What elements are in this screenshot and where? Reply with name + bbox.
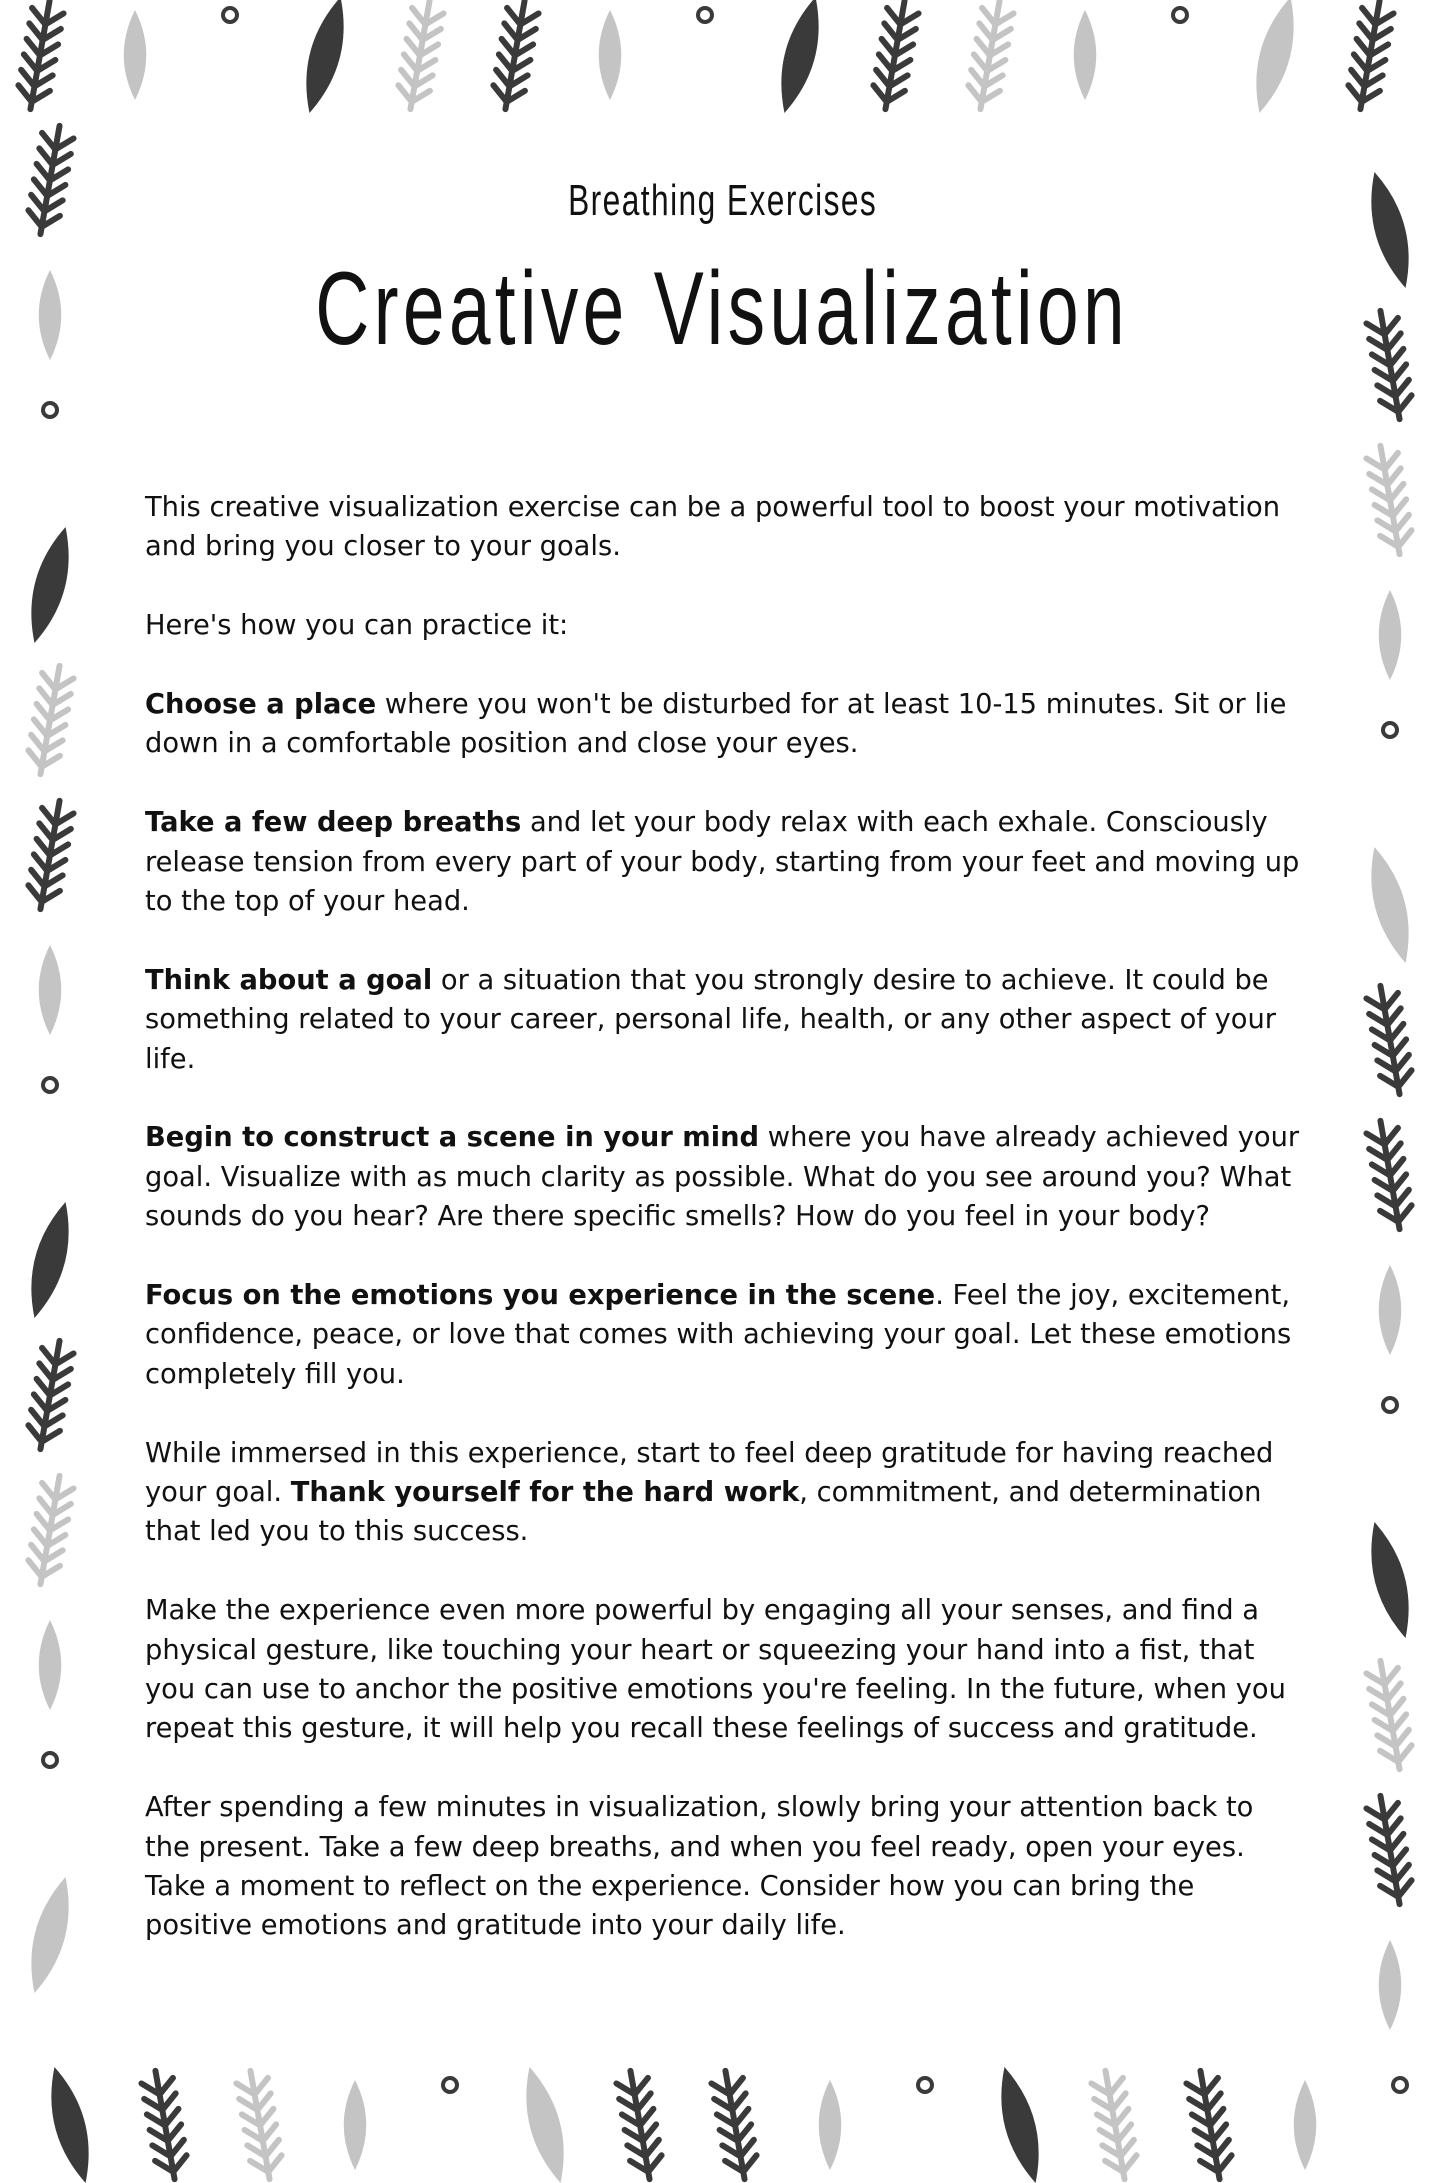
- subtitle-text: Breathing Exercises: [567, 176, 878, 225]
- text: While immersed in this experience, start to feel deep gratitude for having reached your goal.: [145, 1437, 1274, 1509]
- leaf-icon: [1294, 2080, 1317, 2170]
- dot-icon: [698, 8, 712, 22]
- leaf-icon: [20, 1198, 80, 1322]
- leaf-icon: [990, 2063, 1050, 2183]
- page-title: [0, 250, 1445, 369]
- fern-icon: [1365, 443, 1416, 557]
- bold-text: Choose a place: [145, 689, 377, 720]
- leaf-icon: [344, 2080, 367, 2170]
- dot-icon: [1393, 2078, 1407, 2092]
- text: . Feel the joy, excitement, confidence, peace, or love that comes with achieving your goal. Let these emotions completely fill you.: [145, 1280, 1292, 1390]
- bold-text: Begin to construct a scene in your mind: [145, 1122, 760, 1154]
- fern-icon: [1365, 983, 1416, 1097]
- paragraph-step: [145, 803, 1305, 921]
- paragraph-step: [145, 1591, 1305, 1749]
- dot-icon: [43, 1078, 57, 1092]
- fern-icon: [1090, 2068, 1141, 2182]
- dot-icon: [918, 2078, 932, 2092]
- fern-icon: [25, 1473, 76, 1587]
- text: After spending a few minutes in visualization, slowly bring your attention back to the present. Take a few deep breaths, and when you feel ready, open your eyes. Take a moment to reflect on the experience. Consider how you can bring the positive emotions and gratitude into your daily life.: [145, 1792, 1254, 1942]
- paragraph-step: [145, 1276, 1305, 1394]
- fern-icon: [1365, 1118, 1416, 1232]
- fern-icon: [235, 2068, 286, 2182]
- dot-icon: [1383, 723, 1397, 737]
- fern-icon: [25, 1338, 76, 1452]
- leaf-icon: [40, 2063, 100, 2183]
- text: Make the experience even more powerful by engaging all your senses, and find a physical gesture, like touching your heart or squeezing your hand into a fist, that you can use to anchor the positive emotions you're feeling. In the future, when you repeat this gesture, it will help you recall these feelings of success and gratitude.: [145, 1595, 1286, 1745]
- fern-icon: [1365, 1793, 1416, 1907]
- text: , commitment, and determination that led you to this success.: [145, 1477, 1262, 1548]
- leaf-icon: [124, 10, 147, 100]
- text: and let your body relax with each exhale. Consciously release tension from every part of your body, starting from your feet and moving up to the top of your head.: [145, 807, 1300, 918]
- page-subtitle: [0, 176, 1445, 226]
- fern-icon: [1345, 0, 1396, 112]
- fern-icon: [490, 0, 541, 112]
- dot-icon: [223, 8, 237, 22]
- fern-icon: [965, 0, 1016, 112]
- fern-icon: [1185, 2068, 1236, 2182]
- bold-text: Think about a goal: [145, 964, 433, 996]
- text: where you won't be disturbed for at least 10-15 minutes. Sit or lie down in a comfortable position and close your eyes.: [145, 689, 1287, 760]
- leaf-icon: [1074, 10, 1097, 100]
- text: This creative visualization exercise can be a powerful tool to boost your motivation and bring you closer to your goals.: [145, 492, 1281, 563]
- fern-icon: [1365, 1658, 1416, 1772]
- dot-icon: [1173, 8, 1187, 22]
- leaf-icon: [1360, 1518, 1420, 1642]
- paragraph-step: [145, 685, 1305, 764]
- fern-icon: [25, 798, 76, 912]
- leaf-icon: [1360, 843, 1420, 967]
- leaf-icon: [39, 945, 62, 1035]
- text: Here's how you can practice it:: [145, 610, 569, 642]
- leaf-icon: [770, 0, 830, 117]
- fern-icon: [15, 0, 66, 112]
- text: where you have already achieved your goal. Visualize with as much clarity as possible. What do you see around you? What sounds do you hear? Are there specific smells? How do you feel in your body?: [145, 1122, 1300, 1233]
- leaf-icon: [20, 523, 80, 647]
- leaf-icon: [20, 1873, 80, 1997]
- leaf-icon: [1379, 1265, 1402, 1355]
- paragraph-step: [145, 1118, 1305, 1236]
- bold-text: Take a few deep breaths: [145, 807, 522, 839]
- document-body: [145, 488, 1305, 1985]
- dot-icon: [43, 403, 57, 417]
- paragraph-closing: [145, 1788, 1305, 1946]
- leaf-icon: [1379, 590, 1402, 680]
- dot-icon: [443, 2078, 457, 2092]
- bold-text: Focus on the emotions you experience in the scene: [145, 1280, 936, 1312]
- title-text: Creative Visualization: [315, 251, 1130, 367]
- leaf-icon: [295, 0, 355, 117]
- fern-icon: [710, 2068, 761, 2182]
- paragraph-step: [145, 961, 1305, 1079]
- leaf-icon: [39, 1620, 62, 1710]
- leaf-icon: [1245, 0, 1305, 117]
- leaf-icon: [819, 2080, 842, 2170]
- bold-text: Thank yourself for the hard work: [290, 1477, 800, 1509]
- fern-icon: [870, 0, 921, 112]
- leaf-icon: [515, 2063, 575, 2183]
- fern-icon: [25, 663, 76, 777]
- fern-icon: [615, 2068, 666, 2182]
- dot-icon: [43, 1753, 57, 1767]
- paragraph-intro: [145, 488, 1305, 567]
- text: or a situation that you strongly desire to achieve. It could be something related to your career, personal life, health, or any other aspect of your life.: [145, 964, 1277, 1075]
- paragraph-step: [145, 1434, 1305, 1552]
- leaf-icon: [1379, 1940, 1402, 2030]
- dot-icon: [1383, 1398, 1397, 1412]
- fern-icon: [395, 0, 446, 112]
- fern-icon: [140, 2068, 191, 2182]
- leaf-icon: [599, 10, 622, 100]
- paragraph-howto: [145, 606, 1305, 645]
